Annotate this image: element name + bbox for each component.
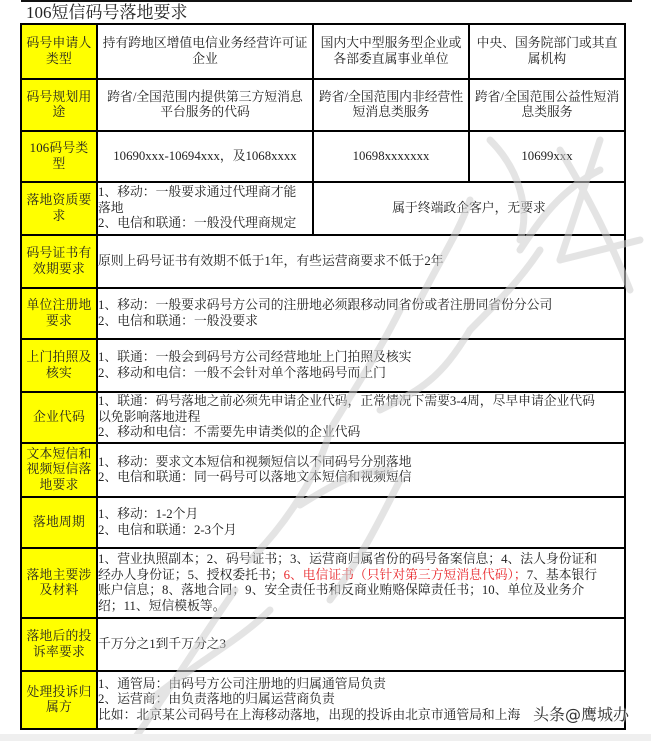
row-label: 文本短信和 视频短信落 地要求 bbox=[21, 443, 97, 497]
table-row-qualification bbox=[21, 182, 625, 235]
row-label: 码号申请人 类型 bbox=[21, 24, 97, 79]
table-cell-merged: 1、联通：码号落地之前必须先申请企业代码，正常情况下需要3-4周，尽早申请企业代码 以免影响落地进程 2、移动和电信：不需要先申请类似的企业代码 bbox=[97, 392, 625, 443]
table-cell-merged: 原则上码号证书有效期不低于1年，有些运营商要求不低于2年 bbox=[97, 235, 625, 288]
table-row-applicant-type bbox=[21, 24, 625, 79]
table-row-number-type bbox=[21, 131, 625, 182]
table-cell: 1、移动：一般要求通过代理商才能 落地 2、电信和联通：一般没代理商规定 bbox=[97, 182, 313, 235]
row-label: 码号规划用 途 bbox=[21, 79, 97, 131]
table-cell: 国内大中型服务型企业或 各部委直属事业单位 bbox=[313, 24, 469, 79]
table-cell-merged: 1、营业执照副本；2、码号证书；3、运营商归属省份的码号备案信息；4、法人身份证和 经办人身份证；5、授权委托书；6、电信证书（只针对第三方短消息代码）；7、基本银行 账户信息；8、落地合同；9、安全责任书和反商业贿赂保障责任书；10、单位及业务介 绍；11、短信模板等。 bbox=[97, 548, 625, 618]
table-cell-merged: 属于终端政企客户，无要求 bbox=[313, 182, 625, 235]
row-label: 落地主要涉 及材料 bbox=[21, 548, 97, 618]
table-row-registration-location bbox=[21, 288, 625, 339]
top-rule bbox=[21, 0, 632, 2]
row-label: 106码号类 型 bbox=[21, 131, 97, 182]
table-row-certificate-validity bbox=[21, 235, 625, 288]
table-cell: 10698xxxxxxx bbox=[313, 131, 469, 182]
row-label: 处理投诉归 属方 bbox=[21, 671, 97, 729]
table-row-number-usage bbox=[21, 79, 625, 131]
table-row-complaint-rate bbox=[21, 618, 625, 671]
row-label: 企业代码 bbox=[21, 392, 97, 443]
table-cell: 持有跨地区增值电信业务经营许可证 企业 bbox=[97, 24, 313, 79]
table-row-landing-period bbox=[21, 497, 625, 548]
table-cell-merged: 1、移动：1-2个月 2、电信和联通：2-3个月 bbox=[97, 497, 625, 548]
watermark-text: 头条@鹰城办 bbox=[533, 705, 630, 724]
table-cell-merged: 1、联通：一般会到码号方公司经营地址上门拍照及核实 2、移动和电信：一般不会针对单个落地码号而上门 bbox=[97, 339, 625, 392]
table-row-materials bbox=[21, 548, 625, 618]
bottom-strip bbox=[0, 734, 651, 741]
table-cell: 中央、国务院部门或其直 属机构 bbox=[469, 24, 625, 79]
row-label: 落地后的投 诉率要求 bbox=[21, 618, 97, 671]
row-label: 落地资质要 求 bbox=[21, 182, 97, 235]
table-cell: 跨省/全国范围内非经营性 短消息类服务 bbox=[313, 79, 469, 131]
table-cell: 跨省/全国范围内提供第三方短消息 平台服务的代码 bbox=[97, 79, 313, 131]
table-cell-merged: 千万分之1到千万分之3 bbox=[97, 618, 625, 671]
table-cell: 跨省/全国范围公益性短消 息类服务 bbox=[469, 79, 625, 131]
table-cell: 10699xxx bbox=[469, 131, 625, 182]
highlighted-text: 6、电信证书（只针对第三方短消息代码）； bbox=[283, 567, 527, 582]
table-cell-merged: 1、移动：一般要求码号方公司的注册地必须跟移动同省份或者注册同省份分公司 2、电信和联通：一般没要求 bbox=[97, 288, 625, 339]
table-cell-merged: 1、移动：要求文本短信和视频短信以不同码号分别落地 2、电信和联通：同一码号可以落地文本短信和视频短信 bbox=[97, 443, 625, 497]
table-row-enterprise-code bbox=[21, 392, 625, 443]
row-label: 落地周期 bbox=[21, 497, 97, 548]
requirements-table bbox=[20, 23, 626, 730]
row-label: 单位注册地 要求 bbox=[21, 288, 97, 339]
row-label: 码号证书有 效期要求 bbox=[21, 235, 97, 288]
table-cell-merged: 1、通管局：由码号方公司注册地的归属通管局负责 2、运营商：由负责落地的归属运营商负责 比如：北京某公司码号在上海移动落地，出现的投诉由北京市通管局和上海 bbox=[97, 671, 625, 729]
table-row-text-video-sms bbox=[21, 443, 625, 497]
row-label: 上门拍照及 核实 bbox=[21, 339, 97, 392]
page-title: 106短信码号落地要求 bbox=[26, 3, 188, 22]
table-row-onsite-verification bbox=[21, 339, 625, 392]
table-cell: 10690xxx-10694xxx，及1068xxxx bbox=[97, 131, 313, 182]
